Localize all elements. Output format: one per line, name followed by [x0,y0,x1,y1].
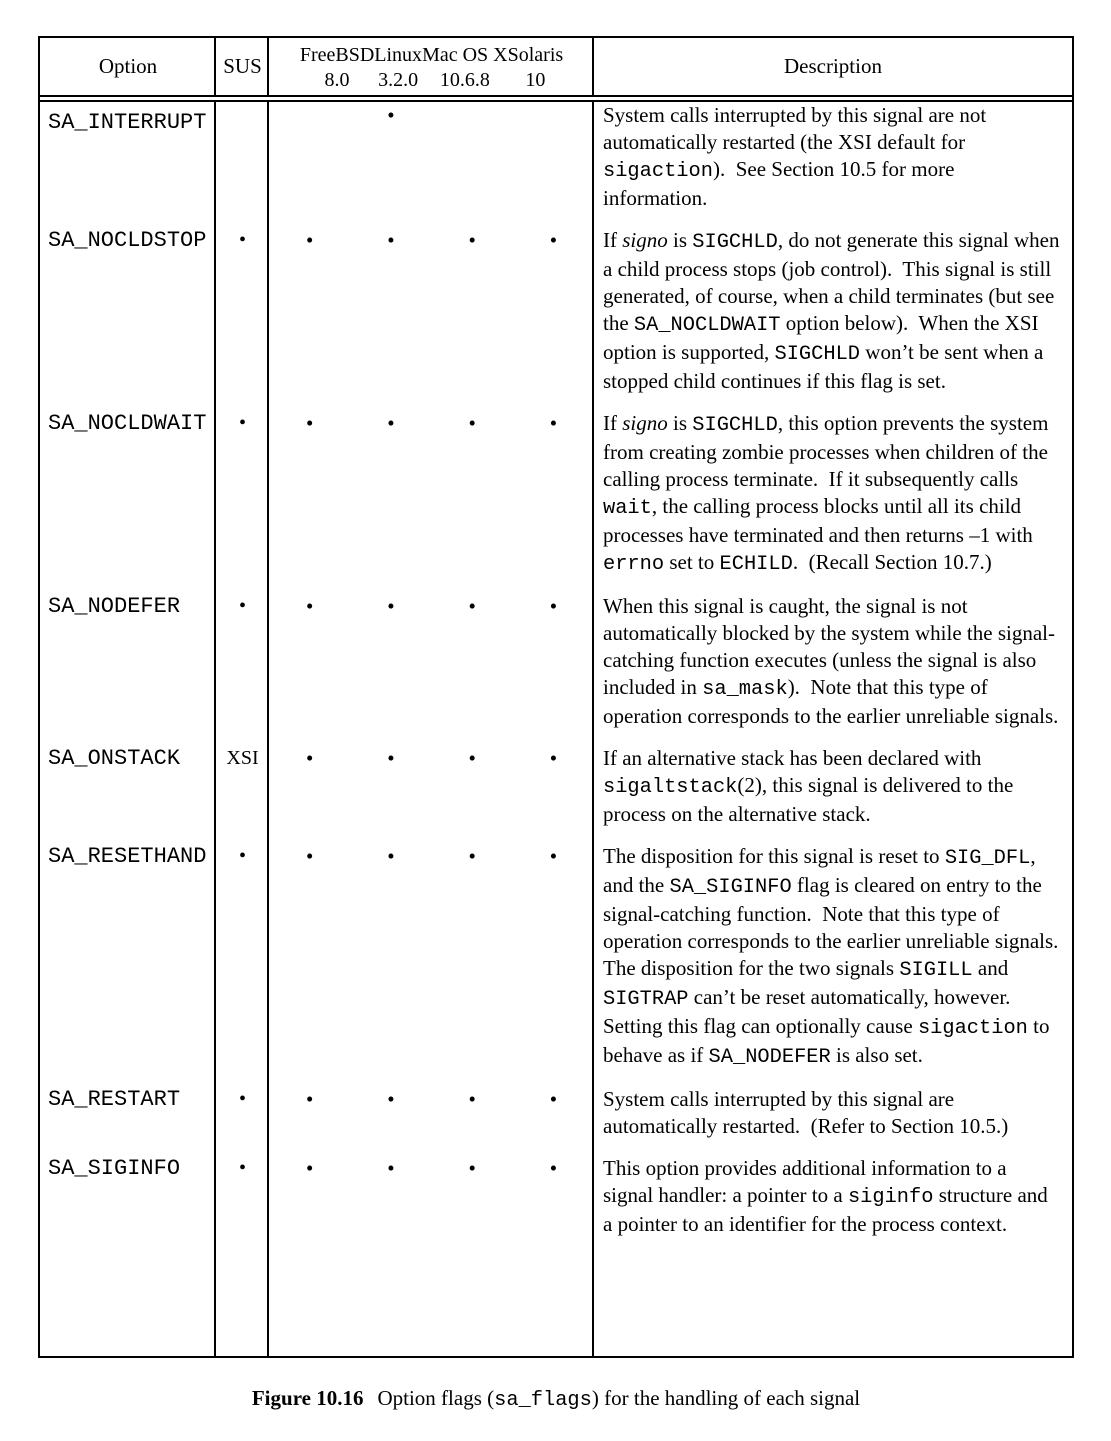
option-flag-label: SA_RESTART [48,1087,181,1112]
inline-code: SIGTRAP [603,988,689,1011]
platform-header [508,41,564,93]
support-bullet [513,102,594,212]
support-bullet: • [549,228,558,252]
column-divider [214,38,216,95]
figure-caption [38,1385,1074,1414]
text-segment: is also set. [830,1043,923,1067]
support-bullet: • [468,411,476,435]
support-bullet: • [549,844,558,868]
option-flag-label: SA_NODEFER [48,594,181,619]
header-sus: SUS [223,54,262,78]
platform-version: 8.0 [324,68,350,91]
options-table [38,36,1074,1358]
text-segment: , and the [603,844,1041,897]
platform-support-marks [269,410,594,593]
option-flag-label: SA_RESETHAND [48,844,207,869]
platform-name: Mac OS X [422,43,508,66]
support-bullet: • [387,1087,395,1111]
text-segment: is [667,228,693,252]
column-divider [267,102,269,1356]
inline-code: sigaction [917,1017,1028,1040]
text-segment: System calls interrupted by this signal are not automatically restarted (the XSI default for [603,103,992,154]
text-segment: ) for the handling of each signal [591,1386,861,1410]
sus-support-mark: • [238,1088,246,1110]
text-segment: This option provides additional information to a signal handler: a pointer to a [603,1156,1012,1207]
support-bullet: • [549,1156,558,1180]
text-segment: and [972,956,1014,980]
option-description [594,843,1072,1086]
option-flag-label: SA_ONSTACK [48,746,181,771]
support-bullet: • [305,1087,314,1111]
support-bullet: • [468,1156,476,1180]
text-segment: flag is cleared on entry to the signal-catching function. Note that this type of operation corresponds to the earlier unreliable signals. The disposition for the two signals [603,873,1069,980]
inline-code: wait [603,497,652,520]
text-segment: structure and a pointer to an identifier for the process context. [603,1183,1054,1236]
platform-version: 10.6.8 [439,68,490,91]
inline-code: siginfo [847,1186,934,1209]
table-body [40,102,1072,1356]
support-bullet: • [387,1156,395,1180]
sus-support-mark: XSI [226,747,259,769]
text-segment: . (Recall Section 10.7.) [792,550,992,574]
option-flag-label: SA_NOCLDSTOP [48,228,207,253]
option-description [594,593,1072,745]
support-bullet: • [468,844,476,868]
support-bullet [269,102,350,212]
text-segment: option below). When the XSI option is supported, [603,311,1044,364]
header-option: Option [98,54,158,78]
platform-support-marks [269,1155,594,1253]
inline-code: SIGCHLD [692,231,778,254]
platform-support-marks [269,593,594,745]
inline-code: sigaltstack [603,776,738,799]
option-description [594,745,1072,843]
text-segment: ). Note that this type of operation corresponds to the earlier unreliable signals. [603,675,1059,728]
text-segment: set to [664,550,720,574]
support-bullet: • [549,411,558,435]
column-divider [214,102,216,1356]
inline-code: sa_flags [494,1389,592,1412]
text-segment: Option flags ( [377,1386,495,1410]
option-description [594,227,1072,410]
inline-code: SA_SIGINFO [669,876,792,899]
inline-code: SIGCHLD [774,343,861,366]
header-description: Description [784,54,882,78]
platform-header [422,41,508,93]
text-segment: (2), this signal is delivered to the process on the alternative stack. [603,773,1019,826]
sus-support-mark [216,102,269,227]
sus-support-mark: • [238,229,246,251]
column-divider [267,38,269,95]
platform-support-marks [269,102,594,227]
inline-code: SA_NODEFER [708,1046,831,1069]
platform-support-marks [269,227,594,410]
support-bullet: • [305,844,314,868]
platform-support-marks [269,1086,594,1155]
platform-header [374,41,422,93]
support-bullet: • [387,228,395,252]
sus-support-mark: • [238,412,246,434]
column-divider [592,102,594,1356]
inline-code: ECHILD [719,553,793,576]
support-bullet: • [387,411,395,435]
text-segment: , the calling process blocks until all its child processes have terminated and then returns –1 with [603,494,1039,547]
text-segment: , this option prevents the system from creating zombie processes when children of the calling process terminate. If it subsequently calls [603,411,1054,491]
inline-code: SA_NOCLDWAIT [633,314,781,337]
text-segment: won’t be sent when a stopped child continues if this flag is set. [603,340,1049,393]
platform-name: Solaris [507,43,564,66]
inline-code: sigaction [603,160,713,183]
table-header [40,38,1072,102]
inline-code: SIG_DFL [944,847,1031,870]
platform-support-marks [269,843,594,1086]
text-segment: to behave as if [603,1014,1055,1067]
inline-code: SIGCHLD [692,414,778,437]
option-description [594,410,1072,593]
support-bullet: • [468,746,476,770]
figure-number: Figure 10.16 [251,1386,364,1410]
support-bullet: • [549,594,558,618]
inline-code: sa_mask [702,678,788,701]
text-segment: signo [622,228,668,252]
text-segment: signo [622,411,668,435]
support-bullet: • [387,746,395,770]
platform-support-marks [269,745,594,843]
option-description [594,1155,1072,1253]
platform-name: Linux [374,43,423,66]
support-bullet: • [305,746,314,770]
option-flag-label: SA_INTERRUPT [48,110,207,135]
support-bullet: • [468,1087,476,1111]
support-bullet: • [468,228,476,252]
text-segment: , do not generate this signal when a child process stops (job control). This signal is still generated, of course, when a child terminates (but see the [603,228,1065,335]
support-bullet: • [549,746,558,770]
option-description [594,1086,1072,1155]
platform-version: 10 [525,68,546,91]
text-segment: ). See Section 10.5 for more information. [603,157,960,210]
text-segment: If [603,228,623,252]
support-bullet [432,102,513,212]
support-bullet: • [549,1087,558,1111]
text-segment: can’t be reset automatically, however. Setting this flag can optionally cause [603,985,1021,1038]
text-segment: The disposition for this signal is reset to [603,844,945,868]
text-segment: If [603,411,623,435]
text-segment: When this signal is caught, the signal is not automatically blocked by the system while the signal-catching function executes (unless the signal is also included in [603,594,1055,699]
text-segment: System calls interrupted by this signal are automatically restarted. (Refer to Section 10.5.) [603,1087,1009,1138]
inline-code: errno [603,553,665,576]
support-bullet: • [305,228,314,252]
support-bullet: • [387,594,395,618]
support-bullet: • [305,1156,314,1180]
column-divider [592,38,594,95]
platform-header [300,41,374,93]
option-flag-label: SA_SIGINFO [48,1156,181,1181]
caption-text [377,1386,860,1410]
header-platforms [269,38,594,95]
support-bullet: • [305,594,314,618]
sus-support-mark: • [238,595,246,617]
text-segment: If an alternative stack has been declared with [603,746,987,770]
sus-support-mark: • [238,1157,246,1179]
support-bullet: • [387,844,395,868]
platform-version: 3.2.0 [378,68,419,91]
text-segment: is [667,411,693,435]
support-bullet: • [305,411,314,435]
option-description [594,102,1072,227]
sus-support-mark: • [238,845,246,867]
support-bullet: • [468,594,476,618]
support-bullet: • [387,103,395,127]
platform-name: FreeBSD [299,43,375,66]
inline-code: SIGILL [899,959,973,982]
option-flag-label: SA_NOCLDWAIT [48,411,207,436]
